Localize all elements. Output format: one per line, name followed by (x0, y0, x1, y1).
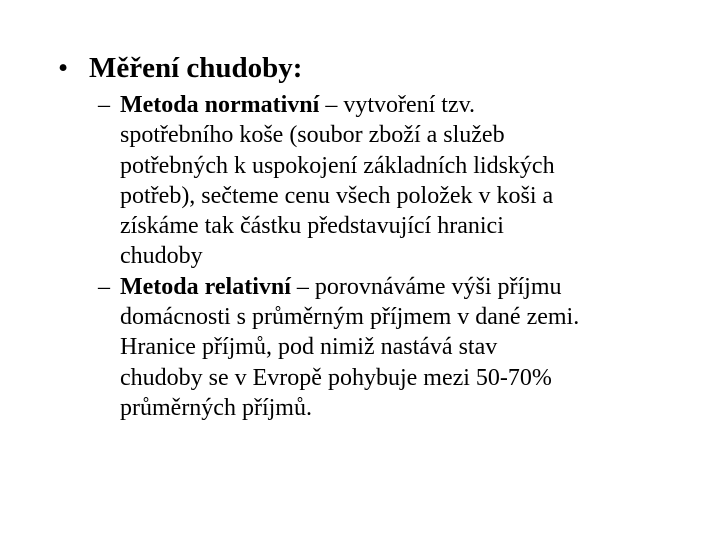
item-line: – porovnáváme výši příjmu (290, 273, 562, 300)
sub-list (98, 90, 698, 423)
item-line: Hranice příjmů, pod nimiž nastává stav (120, 334, 498, 361)
item-term-prefix: Metoda (120, 273, 205, 300)
item-line: – vytvoření tzv. (319, 92, 476, 118)
heading-bullet-item (58, 50, 302, 86)
item-line: spotřebního koše (soubor zboží a služeb (120, 122, 505, 149)
item-term: Metoda normativní (120, 92, 320, 118)
dash-icon: – (98, 273, 110, 300)
item-line: potřebných k uspokojení základních lidských (120, 152, 555, 179)
item-first-line (120, 90, 698, 120)
bullet-icon: • (58, 52, 69, 84)
item-first-line (120, 272, 698, 302)
item-line: domácnosti s průměrným příjmem v dané zemi. (120, 304, 580, 331)
item-line: průměrných příjmů. (120, 394, 312, 421)
item-line: chudoby se v Evropě pohybuje mezi 50-70% (120, 364, 552, 391)
list-item-relative (98, 272, 698, 423)
dash-icon: – (98, 92, 110, 118)
item-line: chudoby (120, 243, 203, 270)
item-line: získáme tak částku představující hranici (120, 213, 504, 240)
item-line: potřeb), sečteme cenu všech položek v koši a (120, 182, 554, 209)
list-item-normative (98, 90, 698, 272)
heading-text: Měření chudoby: (89, 52, 303, 84)
item-term: relativní (204, 273, 291, 300)
